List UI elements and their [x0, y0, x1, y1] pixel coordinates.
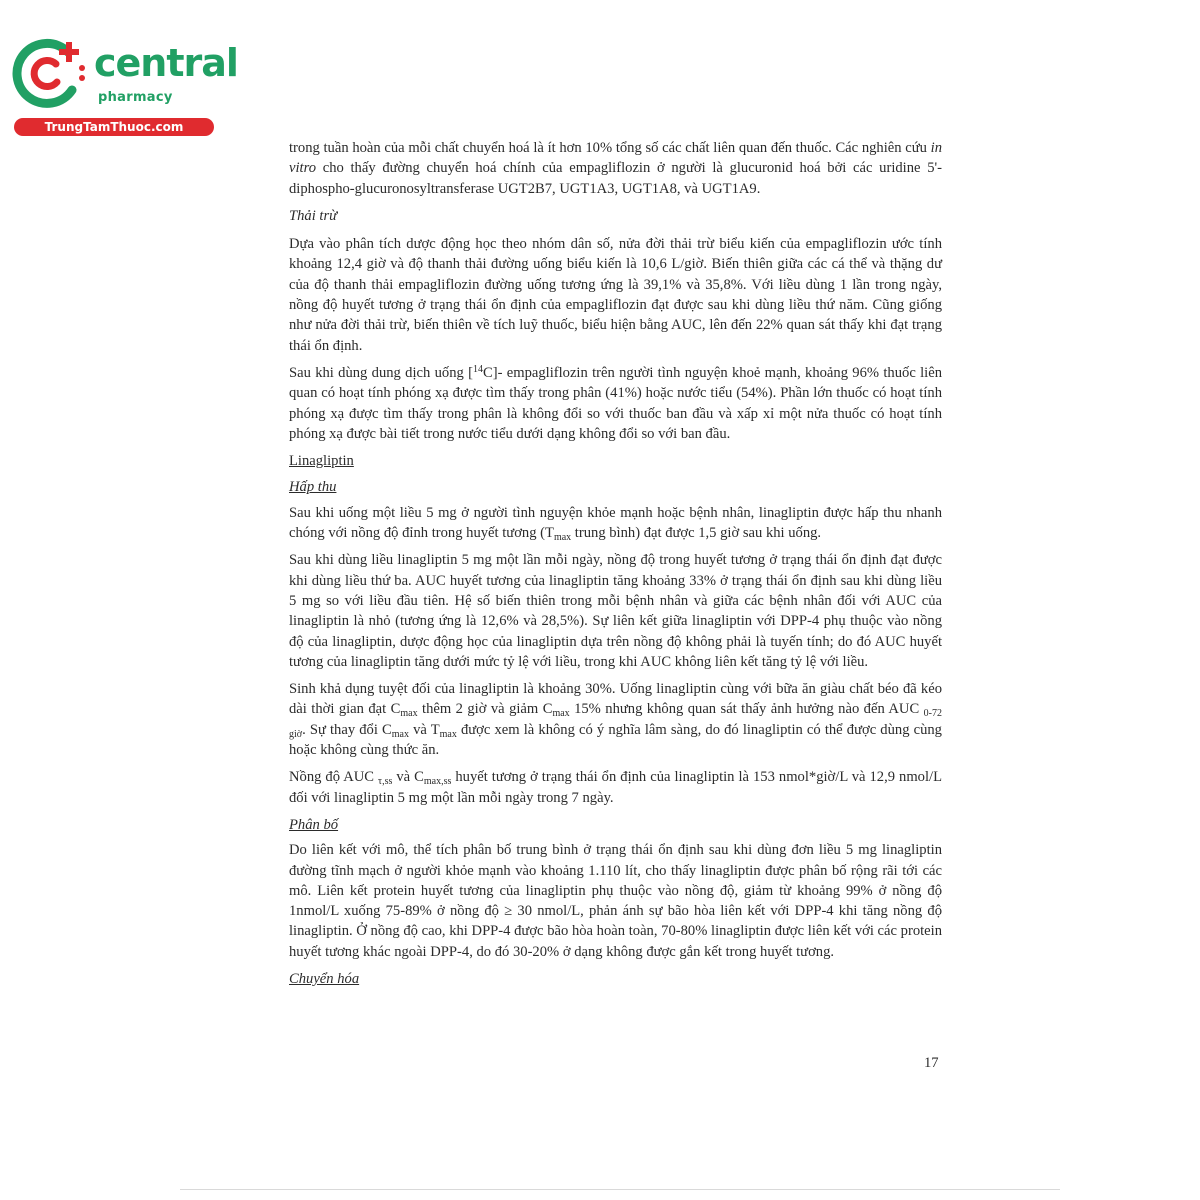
paragraph-steady-state: Nồng độ AUC $_{\tau,ss}$ và $C_{max,ss}$ huyết tương ở trạng thái ổn định của linagliptin là 153 nmol*giờ/L và 12,9 nmol/L đối với linagliptin 5 mg một lần mỗi ngày trong 7 ngày.	[289, 769, 942, 806]
paragraph-metabolism: trong tuần hoàn của mỗi chất chuyển hoá là ít hơn 10% tổng số các chất liên quan đến thuốc. Các nghiên cứu in vitro cho thấy đường chuyển hoá chính của empagliflozin ở người là glucuronid hoá bởi các uridine 5'-diphospho-glucuronosyltransferase UGT2B7, UGT1A3, UGT1A8, và UGT1A9.	[289, 140, 942, 197]
brand-url-badge[interactable]: TrungTamThuoc.com	[14, 118, 214, 136]
document-body	[289, 138, 942, 994]
paragraph-absorption-1: Sau khi uống một liều 5 mg ở người tình nguyện khỏe mạnh hoặc bệnh nhân, linagliptin được hấp thu nhanh chóng với nồng độ đỉnh trong huyết tương ($T_{max}$ trung bình) đạt được 1,5 giờ sau khi uống.	[289, 504, 942, 544]
heading-thai-tru: Thải trừ	[289, 207, 338, 224]
page-bottom-divider	[180, 1189, 1060, 1190]
central-pharmacy-logo	[10, 38, 238, 138]
paragraph-bioavailability: Sinh khả dụng tuyệt đối của linagliptin là khoảng 30%. Uống linagliptin cùng với bữa ăn giàu chất béo đã kéo dài thời gian đạt $C_{max}$ thêm 2 giờ và giảm $C_{max}$ 15% nhưng không quan sát thấy ảnh hưởng nào đến AUC $_{0-72 giờ}$. Sự thay đổi $C_{max}$ và $T_{max}$ được xem là không có ý nghĩa lâm sàng, do đó linagliptin có thể được dùng cùng hoặc không cùng thức ăn.	[289, 681, 942, 759]
heading-linagliptin: Linagliptin	[289, 453, 354, 470]
page-number: 17	[924, 1055, 939, 1071]
paragraph-elimination: Dựa vào phân tích dược động học theo nhóm dân số, nửa đời thải trừ biểu kiến của empagliflozin ước tính khoảng 12,4 giờ và độ thanh thải đường uống biểu kiến là 10,6 L/giờ. Biến thiên giữa các cá thể và thặng dư của độ thanh thải empagliflozin đường uống tương ứng là 39,1% và 35,8%. Với liều dùng 1 lần trong ngày, nồng độ huyết tương ở trạng thái ổn định của empagliflozin đạt được sau khi dùng liều thứ năm. Cũng giống như nửa đời thải trừ, biến thiên về tích luỹ thuốc, biểu hiện bằng AUC, lên đến 22% quan sát thấy khi đạt trạng thái ổn định.	[289, 236, 942, 354]
paragraph-absorption-2: Sau khi dùng liều linagliptin 5 mg một lần mỗi ngày, nồng độ trong huyết tương ở trạng thái ổn định đạt được khi dùng liều thứ ba. AUC huyết tương của linagliptin tăng khoảng 33% ở trạng thái ổn định sau khi dùng liều 5 mg so với liều đầu tiên. Hệ số biến thiên trong mỗi bệnh nhân và giữa các bệnh nhân đối với AUC của linagliptin là nhỏ (tương ứng là 12,6% và 28,5%). Sự liên kết giữa linagliptin với DPP-4 phụ thuộc vào nồng độ của linagliptin, dược động học của linagliptin dựa trên nồng độ không phải là tuyến tính; do đó AUC huyết tương của linagliptin tăng dưới mức tỷ lệ với liều, trong khi AUC không liên kết tăng tỷ lệ với liều.	[289, 552, 942, 670]
central-pharmacy-logo-icon	[10, 38, 90, 108]
heading-phan-bo: Phân bố	[289, 816, 339, 833]
brand-subtitle: pharmacy	[98, 90, 173, 105]
brand-name: central	[94, 41, 238, 85]
paragraph-radioactivity: Sau khi dùng dung dịch uống [$^{14}$C]- empagliflozin trên người tình nguyện khoẻ mạnh, khoảng 96% thuốc liên quan có hoạt tính phóng xạ được tìm thấy trong phân (41%) hoặc nước tiểu (54%). Phần lớn thuốc có hoạt tính phóng xạ được tìm thấy trong phân là không đổi so với thuốc ban đầu và xấp xỉ một nửa thuốc có hoạt tính phóng xạ được bài tiết trong nước tiểu dưới dạng không đổi so với ban đầu.	[289, 363, 942, 442]
heading-hap-thu: Hấp thu	[289, 479, 337, 496]
heading-chuyen-hoa: Chuyển hóa	[289, 970, 360, 987]
paragraph-distribution: Do liên kết với mô, thể tích phân bố trung bình ở trạng thái ổn định sau khi dùng đơn liều 5 mg linagliptin đường tĩnh mạch ở người khỏe mạnh vào khoảng 1.110 lít, cho thấy linagliptin được phân bố rộng rãi tới các mô. Liên kết protein huyết tương của linagliptin phụ thuộc vào nồng độ, giảm từ khoảng 99% ở nồng độ 1nmol/L xuống 75-89% ở nồng độ ≥ 30 nmol/L, phản ánh sự bão hòa liên kết với DPP-4 khi tăng nồng độ linagliptin. Ở nồng độ cao, khi DPP-4 được bão hòa hoàn toàn, 70-80% linagliptin được liên kết với các protein huyết tương khác ngoài DPP-4, do đó 30-20% ở dạng không được gắn kết trong huyết tương.	[289, 842, 942, 960]
